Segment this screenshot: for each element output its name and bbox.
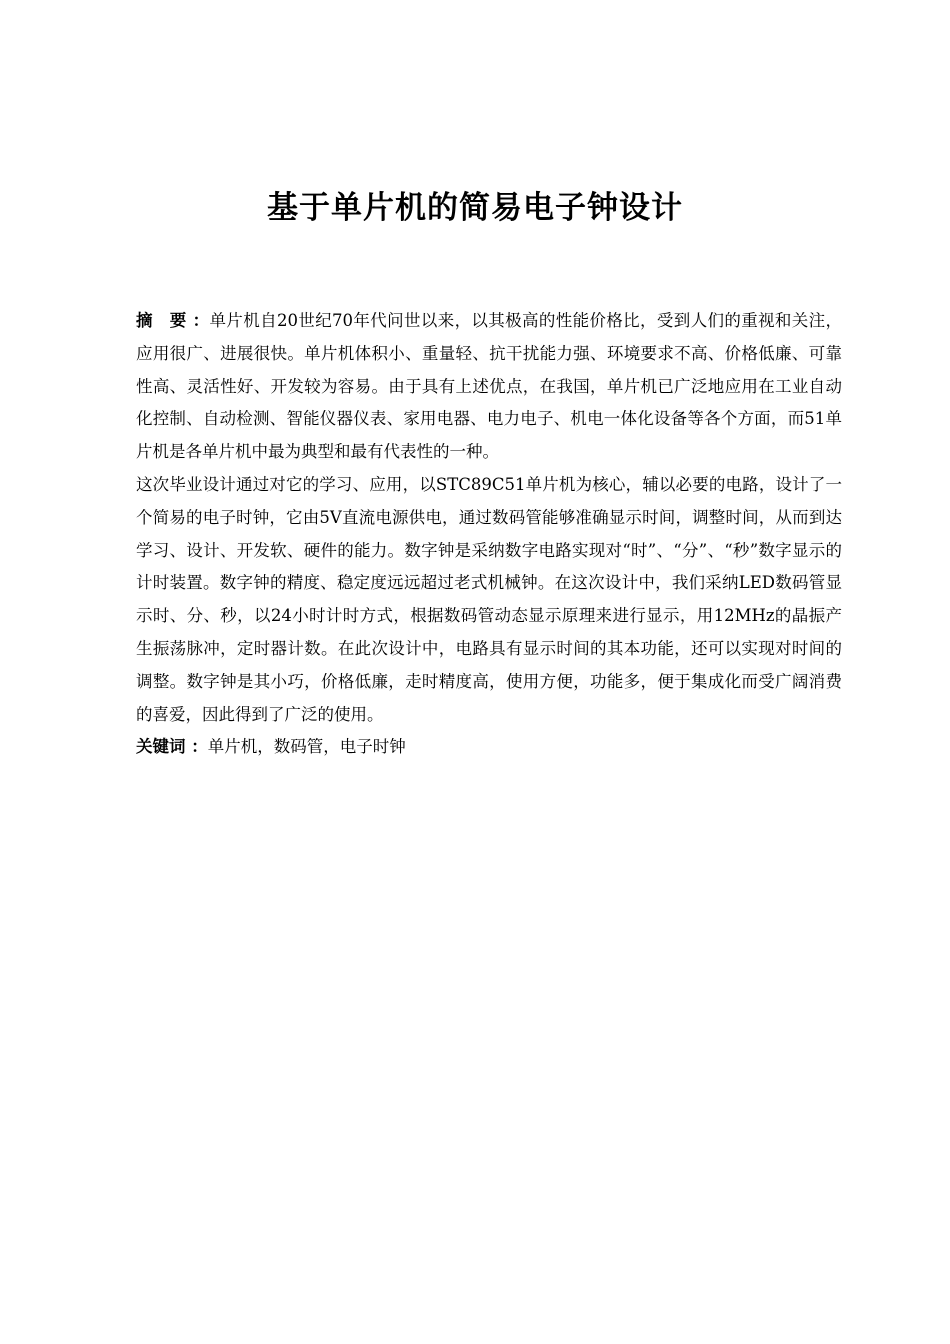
keywords-line (136, 731, 842, 764)
abstract-section (136, 305, 842, 764)
abstract-text-1: 单片机自20世纪70年代问世以来，以其极高的性能价格比，受到人们的重视和关注，应用很广、进展很快。单片机体积小、重量轻、抗干扰能力强、环境要求不高、价格低廉、可靠性高、灵活性好、开发较为容易。由于具有上述优点，在我国，单片机已广泛地应用在工业自动化控制、自动检测、智能仪器仪表、家用电器、电力电子、机电一体化设备等各个方面，而51单片机是各单片机中最为典型和最有代表性的一种。 (136, 311, 842, 462)
keywords-label: 关键词 ： (136, 737, 208, 757)
document-title: 基于单片机的简易电子钟设计 (267, 190, 683, 226)
keywords-value: 单片机，数码管，电子时钟 (207, 737, 406, 757)
abstract-paragraph-2: 这次毕业设计通过对它的学习、应用，以STC89C51单片机为核心，辅以必要的电路，设计了一个简易的电子时钟，它由5V直流电源供电，通过数码管能够准确显示时间，调整时间，从而到达学习、设计、开发软、硬件的能力。数字钟是采纳数字电路实现对“时”、“分”、“秒”数字显示的计时装置。数字钟的精度、稳定度远远超过老式机械钟。在这次设计中，我们采纳LED数码管显示时、分、秒，以24小时计时方式，根据数码管动态显示原理来进行显示，用12MHz的晶振产生振荡脉冲，定时器计数。在此次设计中，电路具有显示时间的其本功能，还可以实现对时间的调整。数字钟是其小巧，价格低廉，走时精度高，使用方便，功能多，便于集成化而受广阔消费的喜爱，因此得到了广泛的使用。 (136, 474, 842, 724)
abstract-paragraph-1 (136, 305, 842, 469)
abstract-label: 摘 要 ： (136, 311, 210, 330)
